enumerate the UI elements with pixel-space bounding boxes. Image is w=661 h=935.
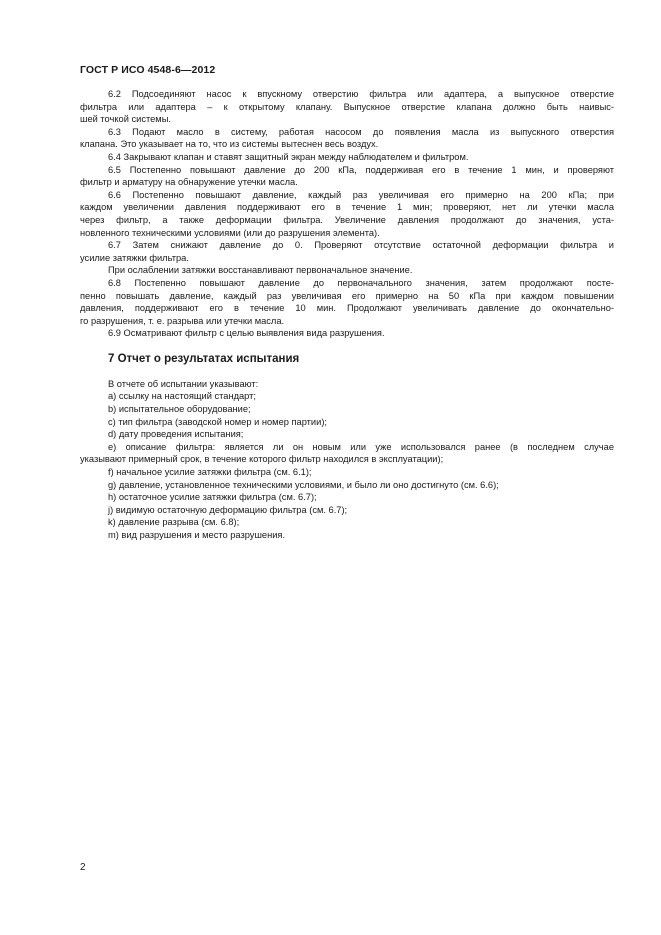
list-item xyxy=(80,390,614,403)
text-line: шей точкой системы. xyxy=(80,114,171,125)
text-line: усилие затяжки фильтра. xyxy=(80,252,189,263)
document-body xyxy=(80,88,614,542)
list-item xyxy=(80,466,614,479)
paragraph xyxy=(80,126,614,151)
text-line: фильтр и арматуру на обнаружение утечки масла. xyxy=(80,177,298,188)
page-number: 2 xyxy=(80,862,86,873)
text-line: d) дату проведения испытания; xyxy=(108,429,244,440)
text-line: m) вид разрушения и место разрушения. xyxy=(108,530,286,540)
list-item xyxy=(80,441,614,466)
text-line: 6.6 Постепенно повышают давление, каждый раз увеличивая его примерно на 200 кПа; при xyxy=(108,189,614,200)
report-items-list xyxy=(80,390,614,541)
paragraph xyxy=(80,151,614,164)
text-line: давления, поддерживают его в течение 10 мин. Продолжают увеличивать давление до окончательно- xyxy=(80,303,614,314)
text-line: а) ссылку на настоящий стандарт; xyxy=(108,391,256,402)
text-line: го разрушения, т. е. разрыва или утечки масла. xyxy=(80,315,285,326)
text-line: При ослаблении затяжки восстанавливают первоначальное значение. xyxy=(108,265,413,276)
text-line: h) остаточное усилие затяжки фильтра (см. 6.7); xyxy=(108,492,317,503)
text-line: 6.3 Подают масло в систему, работая насосом до появления масла из выпускного отверстия xyxy=(108,126,614,137)
section-intro: В отчете об испытании указывают: xyxy=(108,378,259,389)
document-header: ГОСТ Р ИСО 4548-6—2012 xyxy=(80,64,216,76)
text-line: j) видимую остаточную деформацию фильтра (см. 6.7); xyxy=(108,504,348,515)
list-item xyxy=(80,516,614,529)
list-item xyxy=(80,428,614,441)
paragraph xyxy=(80,164,614,189)
list-item xyxy=(80,529,614,542)
text-line: каждом увеличении давления поддерживают его в течение 1 мин; проверяют, нет ли утечки масла xyxy=(80,202,614,213)
text-line: f) начальное усилие затяжки фильтра (см. 6.1); xyxy=(108,467,312,478)
text-line: 6.2 Подсоединяют насос к впускному отверстию фильтра или адаптера, а выпускное отверстие xyxy=(108,89,614,99)
text-line: с) тип фильтра (заводской номер и номер партии); xyxy=(108,416,327,427)
paragraph xyxy=(80,264,614,277)
paragraph xyxy=(80,277,614,327)
paragraph xyxy=(80,189,614,239)
paragraph xyxy=(80,239,614,264)
text-line: пенно повышать давление, каждый раз увеличивая его примерно на 50 кПа при каждом повышении xyxy=(80,290,614,301)
text-line: g) давление, установленное техническими условиями, и было ли оно достигнуто (см. 6.6); xyxy=(108,479,499,490)
text-line: через фильтр, а также деформации фильтра. Увеличение давления продолжают до значения, уста- xyxy=(80,214,614,225)
text-line: е) описание фильтра: является ли он новым или уже использовался ранее (в последнем случае xyxy=(108,441,614,452)
text-line: новленного техническими условиями (или до разрушения элемента). xyxy=(80,227,380,238)
section-title: 7 Отчет о результатах испытания xyxy=(108,352,300,365)
text-line: 6.7 Затем снижают давление до 0. Проверяют отсутствие остаточной деформации фильтра и xyxy=(108,240,614,251)
list-item xyxy=(80,479,614,492)
procedure-paragraphs xyxy=(80,88,614,340)
text-line: k) давление разрыва (см. 6.8); xyxy=(108,517,240,528)
text-line: 6.8 Постепенно повышают давление до первоначального значения, затем продолжают посте- xyxy=(108,277,614,288)
text-line: 6.4 Закрывают клапан и ставят защитный экран между наблюдателем и фильтром. xyxy=(108,151,469,162)
text-line: фильтра или адаптера – к открытому клапану. Выпускное отверстие клапана должно быть наивыс- xyxy=(80,101,614,112)
paragraph xyxy=(80,327,614,340)
text-line: указывают примерный срок, в течение которого фильтр находился в эксплуатации); xyxy=(80,454,444,465)
paragraph xyxy=(80,88,614,126)
text-line: 6.5 Постепенно повышают давление до 200 кПа, поддерживая его в течение 1 мин, и проверяют xyxy=(108,164,614,175)
list-item xyxy=(80,403,614,416)
text-line: 6.9 Осматривают фильтр с целью выявления вида разрушения. xyxy=(108,328,385,339)
text-line: b) испытательное оборудование; xyxy=(108,404,251,415)
list-item xyxy=(80,491,614,504)
list-item xyxy=(80,416,614,429)
list-item xyxy=(80,504,614,517)
text-line: клапана. Это указывает на то, что из системы вытеснен весь воздух. xyxy=(80,139,379,150)
